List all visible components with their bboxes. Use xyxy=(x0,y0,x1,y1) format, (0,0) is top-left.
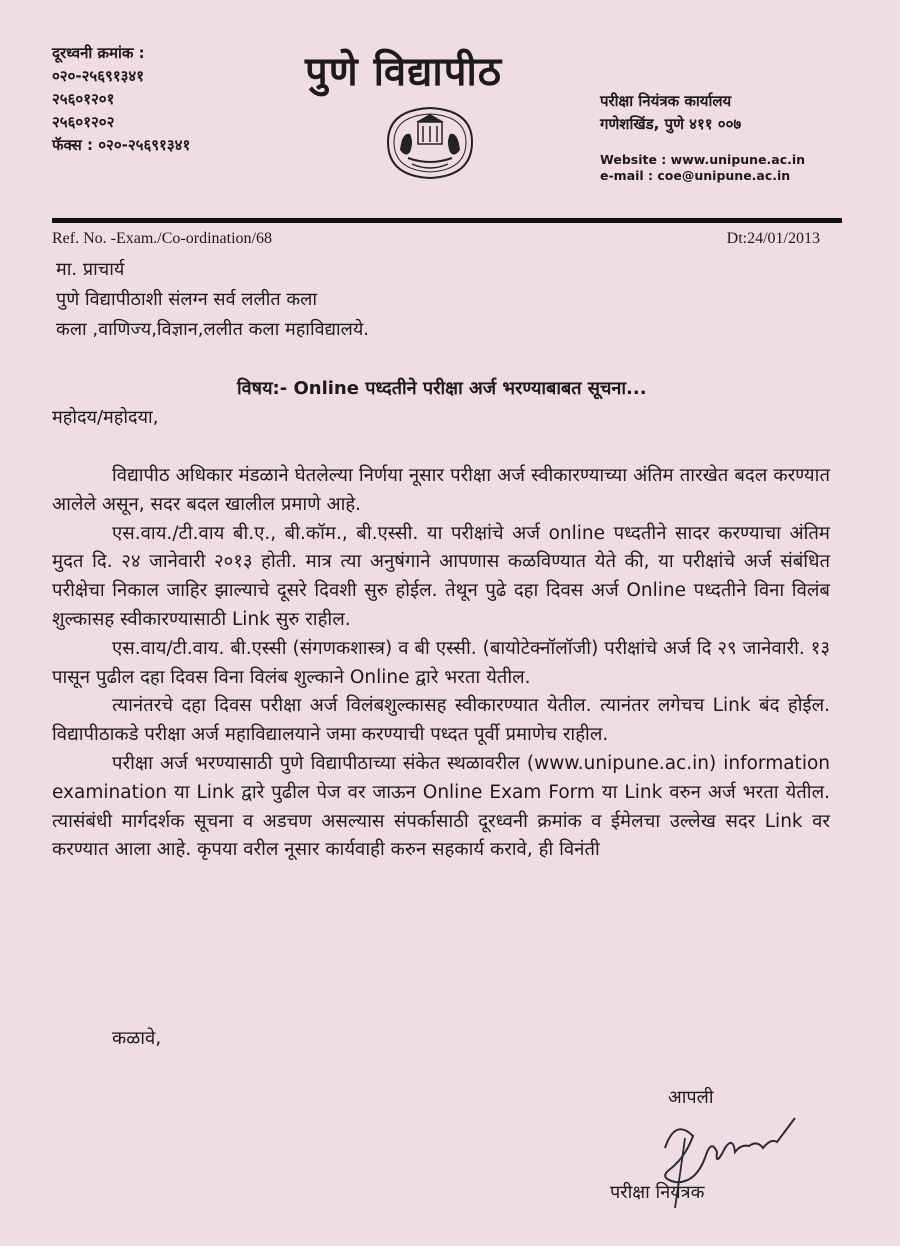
fax-number: फॅक्स : ०२०-२५६९१३४१ xyxy=(52,136,191,154)
subject-line: विषय:- Online पध्दतीने परीक्षा अर्ज भरण्याबाबत सूचना... xyxy=(237,378,647,399)
office-block xyxy=(600,90,805,184)
website: Website : www.unipune.ac.in xyxy=(600,152,806,167)
body-paragraph: परीक्षा अर्ज भरण्यासाठी पुणे विद्यापीठाच्या संकेत स्थळावरील (www.unipune.ac.in) information examination या Link द्वारे पुढील पेज वर जाऊन Online Exam Form या Link वरुन अर्ज भरता येतील. त्यासंबंधी मार्गदर्शक सूचना व अडचण असल्यास संपर्कासाठी दूरध्वनी क्रमांक व ईमेलचा उल्लेख सदर Link वर करण्यात आला आहे. कृपया वरील नूसार कार्यवाही करुन सहकार्य करावे, ही विनंती xyxy=(52,752,830,861)
body-paragraph: विद्यापीठ अधिकार मंडळाने घेतलेल्या निर्णया नूसार परीक्षा अर्ज स्वीकारण्याच्या अंतिम तारखेत बदल करण्यात आलेले असून, सदर बदल खालील प्रमाणे आहे. xyxy=(52,465,830,515)
phone-number: २५६०१२०१ xyxy=(52,90,115,108)
university-seal-icon xyxy=(380,102,480,182)
letter-date: Dt:24/01/2013 xyxy=(726,230,820,247)
phone-number: २५६०१२०२ xyxy=(52,113,115,131)
contact-block xyxy=(52,42,190,157)
header-divider xyxy=(52,218,842,223)
salutation: महोदय/महोदया, xyxy=(52,407,159,428)
letter-body xyxy=(52,462,830,865)
office-name: परीक्षा नियंत्रक कार्यालय xyxy=(600,92,732,110)
designation: परीक्षा नियंत्रक xyxy=(610,1182,705,1203)
recipient-line: पुणे विद्यापीठाशी संलग्न सर्व ललीत कला xyxy=(56,289,318,310)
phone-number: ०२०-२५६९१३४१ xyxy=(52,67,145,85)
university-title: पुणे विद्यापीठ xyxy=(305,49,503,95)
closing: कळावे, xyxy=(112,1028,162,1049)
recipient-block xyxy=(56,255,369,345)
reference-number: Ref. No. -Exam./Co-ordination/68 xyxy=(52,230,272,247)
recipient-line: कला ,वाणिज्य,विज्ञान,ललीत कला महाविद्यालये. xyxy=(56,319,370,340)
body-paragraph: त्यानंतरचे दहा दिवस परीक्षा अर्ज विलंबशुल्कासह स्वीकारण्यात येतील. त्यानंतर लगेचच Link बंद होईल. विद्यापीठाकडे परीक्षा अर्ज महाविद्यालयाने जमा करण्याची पध्दत पूर्वी प्रमाणेच राहील. xyxy=(52,695,830,746)
recipient-line: मा. प्राचार्य xyxy=(56,259,125,280)
email: e-mail : coe@unipune.ac.in xyxy=(600,168,791,183)
body-paragraph: एस.वाय./टी.वाय बी.ए., बी.कॉम., बी.एस्सी. या परीक्षांचे अर्ज online पध्दतीने सादर करण्याचा अंतिम मुदत दि. २४ जानेवारी २०१३ होती. मात्र त्या अनुषंगाने आपणास कळविण्यात येते की, या परीक्षांचे अर्ज संबंधित परीक्षेचा निकाल जाहिर झाल्याचे दूसरे दिवशी सुरु होईल. तेथून पुढे दहा दिवस अर्ज Online पध्दतीने विना विलंब शुल्कासह स्वीकारण्यासाठी Link सुरु राहील. xyxy=(52,522,830,630)
body-paragraph: एस.वाय/टी.वाय. बी.एस्सी (संगणकशास्त्र) व बी एस्सी. (बायोटेक्नॉलॉजी) परीक्षांचे अर्ज दि २९ जानेवारी. १३ पासून पुढील दहा दिवस विना विलंब शुल्काने Online द्वारे भरता येतील. xyxy=(52,637,830,688)
phone-label: दूरध्वनी क्रमांक : xyxy=(52,44,145,62)
office-address: गणेशखिंड, पुणे ४११ ००७ xyxy=(600,115,742,133)
signoff: आपली xyxy=(668,1087,714,1108)
